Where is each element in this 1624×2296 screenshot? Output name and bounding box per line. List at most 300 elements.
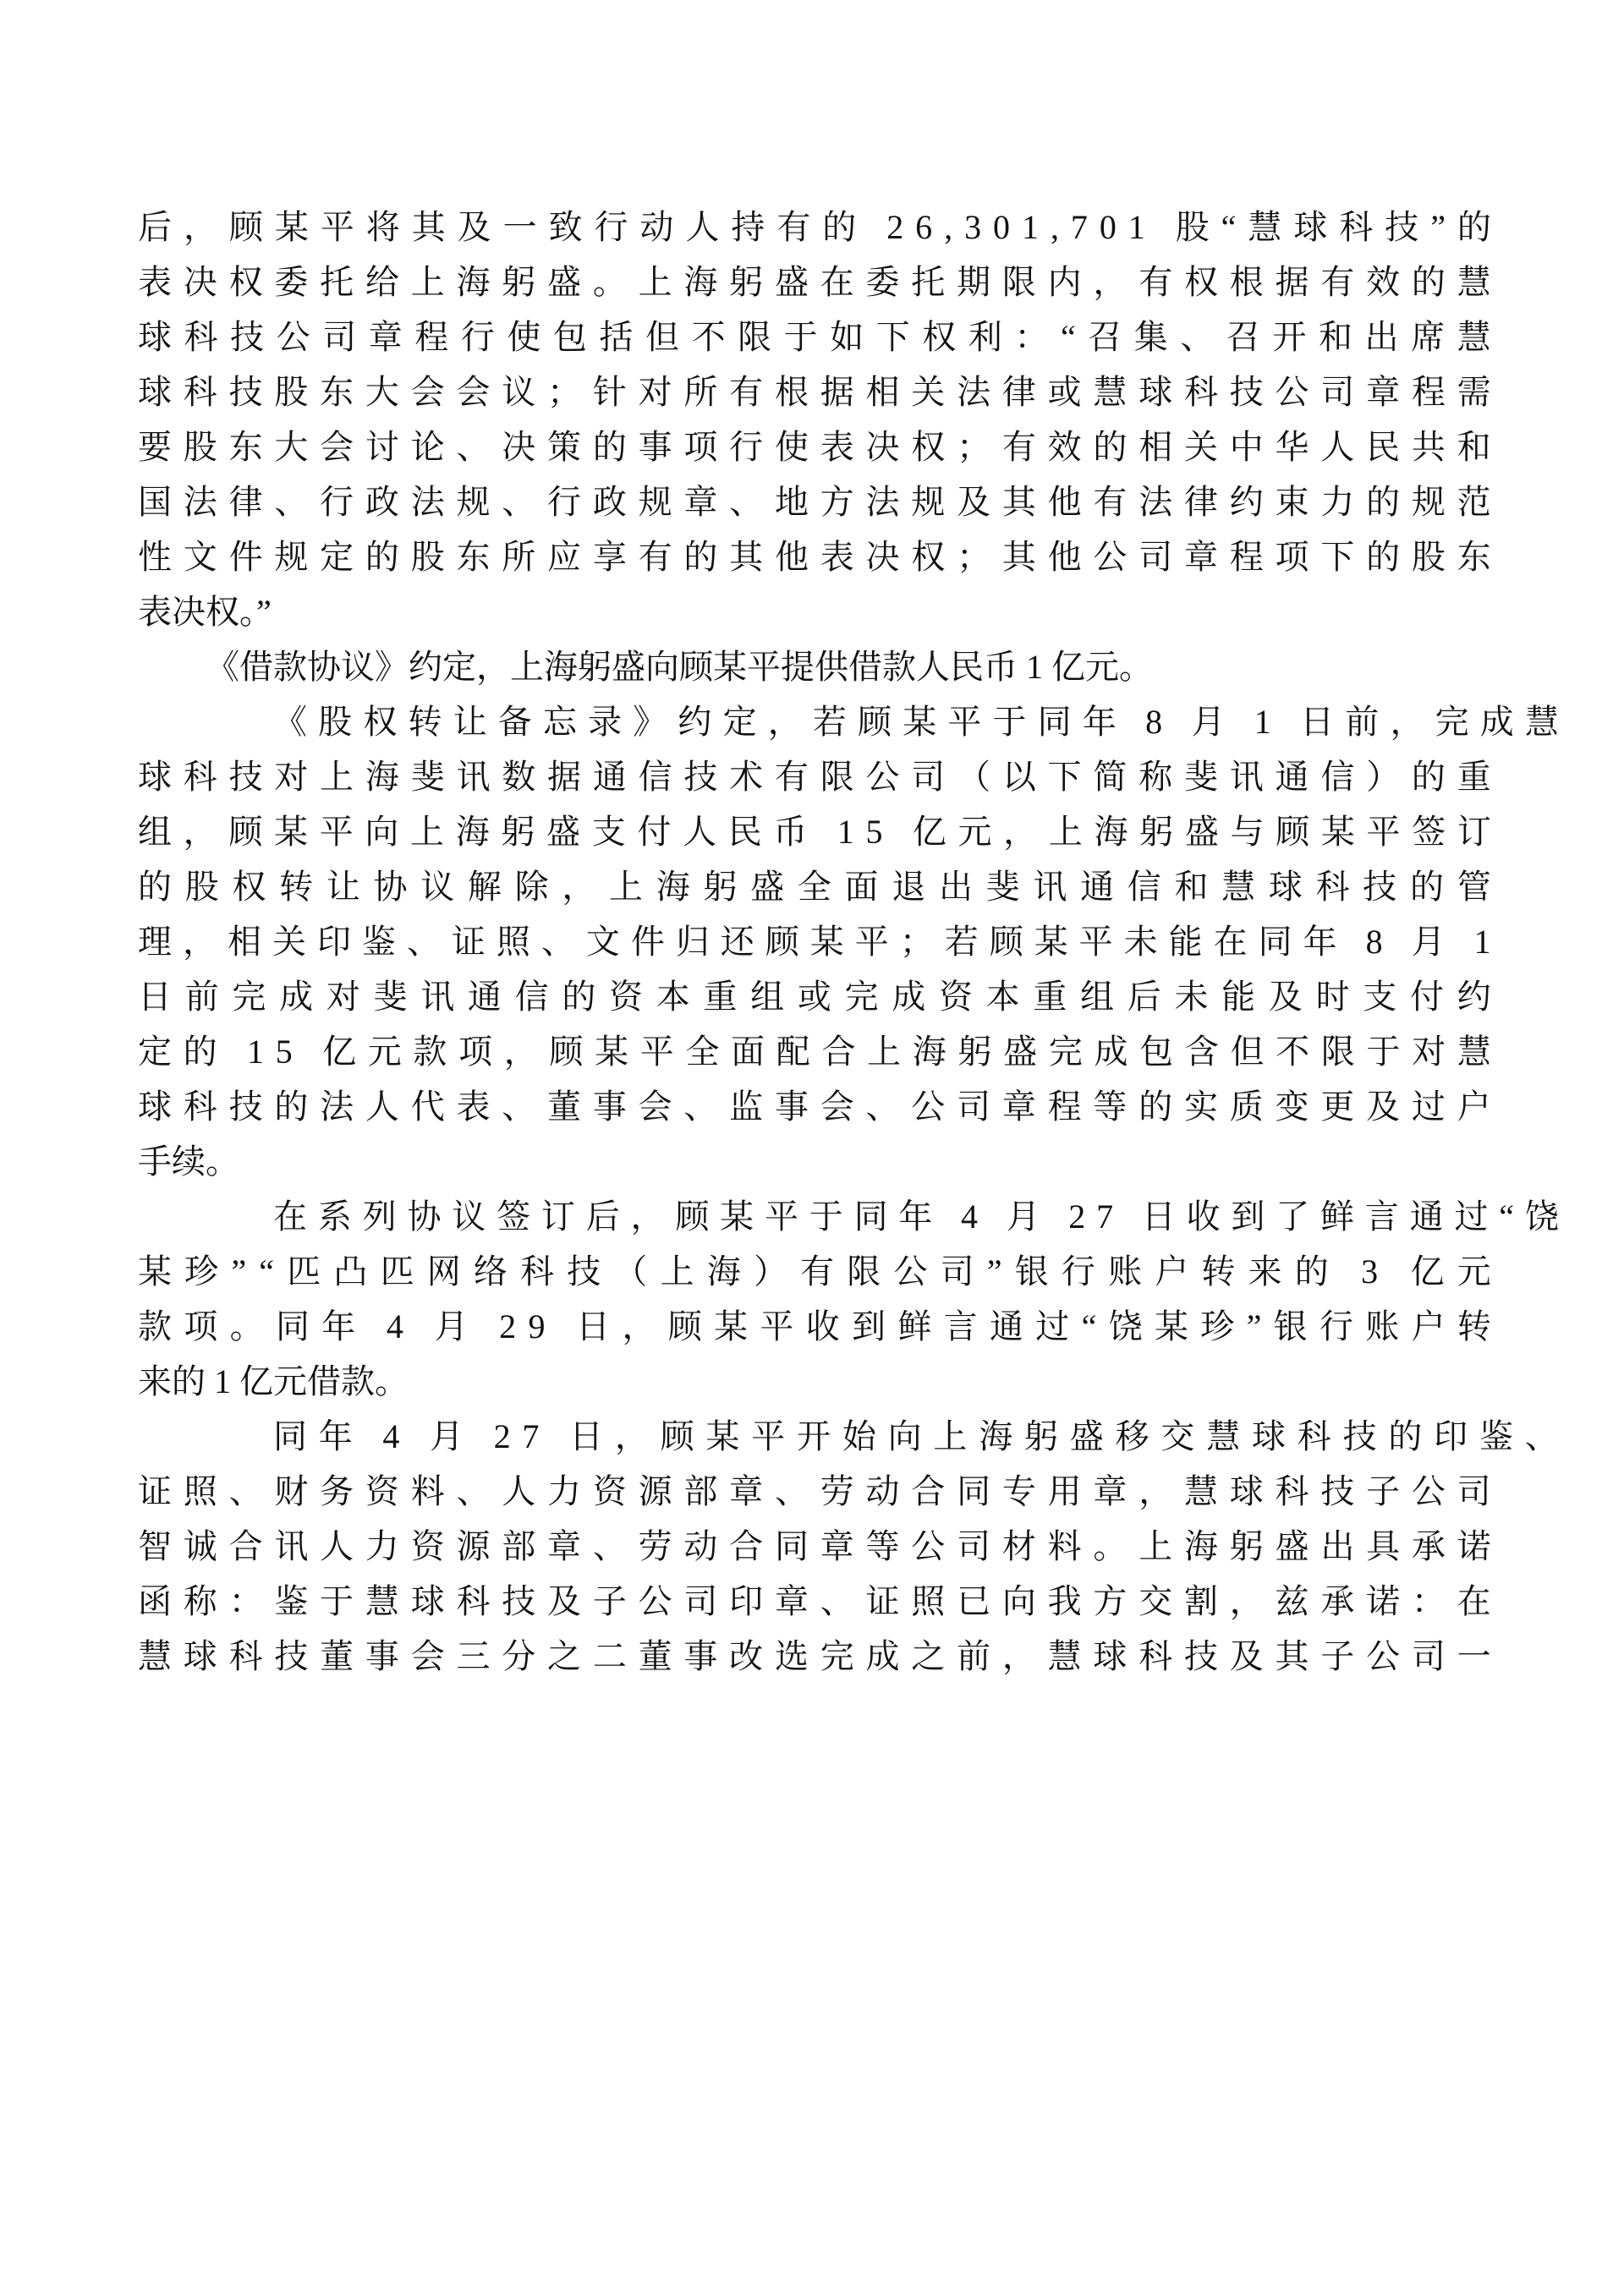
glyph: 日: [569, 1417, 604, 1455]
glyph: 来: [1248, 1252, 1282, 1290]
glyph: [557, 1299, 564, 1354]
glyph: 称: [183, 1582, 217, 1620]
glyph: 。: [592, 263, 627, 301]
glyph: 躬: [1229, 1527, 1264, 1565]
body-line: [138, 1464, 1491, 1519]
glyph: 法: [410, 483, 445, 521]
glyph: 时: [1315, 978, 1350, 1016]
glyph: 顾: [549, 1033, 584, 1071]
glyph: 让: [453, 703, 487, 741]
glyph: 改: [729, 1637, 764, 1675]
glyph: 1: [1127, 208, 1145, 246]
glyph: 司: [683, 1582, 718, 1620]
glyph: 科: [183, 1088, 217, 1126]
glyph: 的: [1409, 868, 1444, 906]
glyph: 等: [865, 1527, 900, 1565]
glyph: 函: [138, 1582, 172, 1620]
glyph: 日: [1141, 1197, 1176, 1236]
glyph: 2: [886, 208, 904, 246]
glyph: 人: [683, 813, 717, 851]
glyph: 其: [1001, 538, 1036, 576]
glyph: 全: [685, 1033, 720, 1071]
glyph: 、: [540, 923, 575, 961]
glyph: 平: [1078, 923, 1113, 961]
glyph: 管: [1457, 868, 1491, 906]
glyph: 技: [1183, 1637, 1218, 1675]
glyph: 程: [1047, 1088, 1082, 1126]
glyph: 上: [320, 758, 354, 796]
glyph: 或: [797, 978, 831, 1016]
glyph: 球: [183, 1637, 217, 1675]
glyph: 5: [275, 1033, 293, 1071]
glyph: 章: [1183, 538, 1218, 576]
glyph: 术: [729, 758, 764, 796]
glyph: 、: [274, 483, 309, 521]
glyph: 收: [1186, 1197, 1221, 1236]
glyph: 慧: [1457, 318, 1491, 356]
glyph: ，: [1229, 1582, 1264, 1620]
glyph: 股: [1411, 538, 1446, 576]
glyph: 劳: [820, 1472, 854, 1510]
glyph: 球: [1229, 1472, 1264, 1510]
glyph: 一: [1457, 1637, 1491, 1675]
glyph: 诺: [1457, 1527, 1491, 1565]
glyph: 慧: [1457, 263, 1491, 301]
glyph: 斐: [985, 868, 1020, 906]
glyph: 有: [1001, 428, 1036, 466]
glyph: 款: [413, 1033, 447, 1071]
glyph: 录: [588, 703, 623, 741]
glyph: 言: [943, 1307, 978, 1345]
glyph: 成: [892, 978, 926, 1016]
glyph: 力: [547, 1472, 582, 1510]
glyph: 斐: [410, 758, 445, 796]
glyph: 开: [797, 1417, 831, 1455]
glyph: 移: [1115, 1417, 1149, 1455]
glyph: 平: [854, 923, 889, 961]
glyph: 董: [320, 1637, 354, 1675]
glyph: 于: [783, 318, 818, 356]
glyph: 凸: [333, 1252, 368, 1290]
glyph: 日: [138, 978, 172, 1016]
glyph: ；: [957, 428, 991, 466]
glyph: 成: [1479, 703, 1514, 741]
glyph: 科: [184, 318, 218, 356]
glyph: 及: [957, 483, 991, 521]
glyph: 事: [592, 1088, 627, 1126]
glyph: 资: [410, 1527, 445, 1565]
glyph: 人: [320, 1527, 354, 1565]
glyph: 顾: [667, 1307, 702, 1345]
glyph: 权: [911, 538, 946, 576]
glyph: 司: [957, 1088, 991, 1126]
glyph: 以: [1001, 758, 1036, 796]
glyph: 召: [1088, 318, 1122, 356]
glyph: 躬: [501, 813, 535, 851]
glyph: 解: [467, 868, 502, 906]
glyph: 关: [272, 923, 306, 961]
glyph: 变: [1275, 1088, 1309, 1126]
glyph: （: [613, 1252, 648, 1290]
glyph: 定: [138, 1033, 172, 1071]
glyph: 4: [961, 1197, 979, 1236]
glyph: 款: [138, 1307, 172, 1345]
glyph: 户: [1457, 1088, 1491, 1126]
glyph: 内: [1047, 263, 1082, 301]
glyph: 饶: [1524, 1197, 1559, 1236]
glyph: 地: [774, 483, 809, 521]
glyph: 简: [1093, 758, 1127, 796]
glyph: 若: [812, 703, 847, 741]
glyph: 若: [944, 923, 979, 961]
glyph: 海: [1094, 813, 1128, 851]
glyph: 章: [820, 1527, 854, 1565]
glyph: 的: [1411, 758, 1446, 796]
glyph: ）: [753, 1252, 787, 1290]
glyph: 合: [729, 1527, 764, 1565]
glyph: 列: [362, 1197, 397, 1236]
glyph: 讯: [274, 1527, 309, 1565]
glyph: 顾: [675, 1197, 710, 1236]
glyph: 的: [1388, 1417, 1423, 1455]
glyph: 斐: [1183, 758, 1218, 796]
glyph: 忘: [542, 703, 577, 741]
glyph: 约: [678, 703, 712, 741]
glyph: 法: [865, 483, 900, 521]
glyph: 向: [887, 1417, 922, 1455]
glyph: 、: [502, 1088, 536, 1126]
glyph: 民: [727, 813, 762, 851]
glyph: 协: [407, 1197, 442, 1236]
glyph: 年: [321, 1307, 356, 1345]
glyph: 据: [547, 758, 582, 796]
glyph: 章: [1366, 373, 1401, 411]
glyph: 饶: [1108, 1307, 1143, 1345]
glyph: 能: [1221, 978, 1256, 1016]
glyph: 决: [502, 428, 536, 466]
glyph: 6: [915, 208, 933, 246]
glyph: 球: [1251, 1417, 1286, 1455]
glyph: 转: [1457, 1307, 1491, 1345]
glyph: 年: [898, 1197, 933, 1236]
glyph: 元: [367, 1033, 402, 1071]
glyph: 的: [1294, 1252, 1329, 1290]
glyph: 集: [1133, 318, 1168, 356]
glyph: ，: [1001, 1637, 1036, 1675]
glyph: 5: [865, 813, 883, 851]
glyph: 他: [1047, 538, 1082, 576]
glyph: ，: [630, 1197, 665, 1236]
glyph: 致: [548, 208, 583, 246]
glyph: 的: [138, 868, 172, 906]
glyph: 照: [496, 923, 530, 961]
glyph: 讯: [1229, 758, 1264, 796]
glyph: 有: [1320, 263, 1355, 301]
glyph: 照: [183, 1472, 217, 1510]
glyph: 有: [776, 208, 811, 246]
glyph: 方: [1093, 1582, 1127, 1620]
glyph: 科: [1275, 1472, 1309, 1510]
glyph: 讯: [456, 758, 491, 796]
glyph: 2: [1068, 1197, 1086, 1236]
glyph: 割: [1183, 1582, 1218, 1620]
glyph: 某: [595, 1033, 629, 1071]
glyph: [1127, 694, 1134, 749]
glyph: 通: [1275, 758, 1309, 796]
glyph: 技: [567, 1252, 601, 1290]
glyph: 于: [809, 1197, 843, 1236]
glyph: 球: [1293, 208, 1328, 246]
glyph: 向: [365, 813, 399, 851]
glyph: 司: [957, 1527, 991, 1565]
glyph: 某: [274, 208, 309, 246]
glyph: 前: [1345, 703, 1380, 741]
glyph: 9: [528, 1307, 546, 1345]
glyph: 的: [683, 538, 718, 576]
glyph: 专: [1001, 1472, 1036, 1510]
glyph: 海: [912, 1033, 946, 1071]
glyph: 组: [138, 813, 172, 851]
glyph: 收: [805, 1307, 840, 1345]
glyph: 躬: [502, 263, 536, 301]
glyph: [368, 1299, 375, 1354]
glyph: 、: [683, 1088, 718, 1126]
glyph: 证: [451, 923, 486, 961]
glyph: 面: [731, 1033, 765, 1071]
body-line: [138, 1244, 1491, 1299]
glyph: 程: [1229, 538, 1264, 576]
glyph: 效: [1047, 428, 1082, 466]
glyph: 技: [1363, 868, 1397, 906]
glyph: ，: [503, 1033, 538, 1071]
glyph: 某: [714, 1307, 749, 1345]
glyph: 司: [1320, 373, 1355, 411]
glyph: 归: [675, 923, 710, 961]
glyph: 文: [183, 538, 217, 576]
glyph: 力: [1320, 483, 1355, 521]
glyph: 享: [592, 538, 627, 576]
glyph: 在: [273, 1197, 307, 1236]
glyph: 下: [1320, 538, 1355, 576]
glyph: 。: [1093, 1527, 1127, 1565]
glyph: 慧: [1093, 373, 1127, 411]
glyph: 科: [520, 1252, 555, 1290]
glyph: 上: [609, 868, 644, 906]
glyph: 料: [1047, 1527, 1082, 1565]
glyph: 分: [502, 1637, 536, 1675]
glyph: [943, 1189, 950, 1244]
glyph: 决: [183, 263, 217, 301]
glyph: [989, 1189, 996, 1244]
glyph: 和: [1174, 868, 1209, 906]
glyph: 限: [1320, 1033, 1355, 1071]
glyph: 效: [1366, 263, 1401, 301]
glyph: 科: [1315, 868, 1350, 906]
glyph: 上: [638, 263, 672, 301]
glyph: 事: [774, 1088, 809, 1126]
glyph: 项: [458, 1033, 493, 1071]
glyph: 盛: [546, 813, 581, 851]
glyph: 上: [867, 1033, 902, 1071]
glyph: 有: [1138, 263, 1173, 301]
glyph: 科: [1183, 373, 1218, 411]
glyph: 席: [1411, 318, 1446, 356]
glyph: 他: [1047, 483, 1082, 521]
glyph: 中: [1229, 428, 1264, 466]
glyph: 的: [1138, 1088, 1173, 1126]
glyph: 资: [609, 978, 644, 1016]
glyph: 球: [138, 758, 172, 796]
glyph: 开: [1272, 318, 1307, 356]
glyph: 政: [592, 483, 627, 521]
glyph: 有: [774, 758, 809, 796]
glyph: 司: [1457, 1472, 1491, 1510]
glyph: 人: [365, 1088, 399, 1126]
glyph: ；: [957, 538, 991, 576]
glyph: 诺: [1366, 1582, 1401, 1620]
glyph: 球: [1138, 373, 1173, 411]
glyph: 慧: [1457, 1033, 1491, 1071]
glyph: 我: [1047, 1582, 1082, 1620]
glyph: 出: [1364, 318, 1399, 356]
glyph: 的: [1411, 263, 1446, 301]
glyph: 限: [738, 318, 772, 356]
glyph: 权: [922, 318, 957, 356]
glyph: [1394, 914, 1401, 969]
glyph: 和: [1457, 428, 1491, 466]
glyph: 有: [1093, 483, 1127, 521]
glyph: 关: [911, 373, 946, 411]
glyph: 表: [820, 538, 854, 576]
glyph: 4: [382, 1417, 400, 1455]
glyph: 承: [1320, 1582, 1355, 1620]
glyph: 公: [911, 1527, 946, 1565]
glyph: 章: [1093, 1472, 1127, 1510]
glyph: 规: [274, 538, 309, 576]
body-line: [138, 749, 1491, 804]
body-line: 表决权。”: [138, 593, 272, 631]
glyph: [1457, 914, 1463, 969]
glyph: 海: [706, 1252, 741, 1290]
glyph: 之: [547, 1637, 582, 1675]
glyph: 之: [911, 1637, 946, 1675]
glyph: 某: [809, 923, 844, 961]
glyph: 技: [683, 758, 718, 796]
glyph: 表: [138, 263, 172, 301]
body-line: [206, 694, 1559, 749]
glyph: 同: [957, 1472, 991, 1510]
glyph: 平: [760, 1307, 794, 1345]
glyph: 付: [1409, 978, 1444, 1016]
glyph: 数: [502, 758, 536, 796]
glyph: 法: [957, 373, 991, 411]
glyph: ”: [1430, 208, 1446, 246]
glyph: 慧: [1221, 868, 1256, 906]
glyph: 1: [1473, 923, 1491, 961]
glyph: 约: [1229, 483, 1264, 521]
glyph: 后: [1127, 978, 1161, 1016]
glyph: [304, 1024, 310, 1079]
glyph: 配: [776, 1033, 810, 1071]
glyph: 月: [430, 1417, 464, 1455]
glyph: [1237, 694, 1243, 749]
glyph: 交: [1138, 1582, 1173, 1620]
glyph: 躬: [729, 263, 764, 301]
glyph: 资: [938, 978, 973, 1016]
glyph: 法: [1138, 483, 1173, 521]
glyph: 已: [957, 1582, 991, 1620]
body-line: [206, 1409, 1559, 1464]
glyph: 同: [774, 1527, 809, 1565]
glyph: 慧: [1524, 703, 1559, 741]
glyph: 让: [326, 868, 360, 906]
glyph: 元: [1457, 1252, 1491, 1290]
glyph: 监: [729, 1088, 764, 1126]
glyph: 限: [1001, 263, 1036, 301]
glyph: 规: [1411, 483, 1446, 521]
glyph: 公: [276, 318, 310, 356]
glyph: 过: [1411, 1088, 1446, 1126]
glyph: 退: [892, 868, 926, 906]
glyph: 完: [1435, 703, 1469, 741]
glyph: （: [957, 758, 991, 796]
glyph: 子: [592, 1582, 627, 1620]
glyph: 银: [1273, 1307, 1308, 1345]
glyph: 有: [638, 538, 672, 576]
glyph: “: [1499, 1197, 1515, 1236]
glyph: 有: [800, 1252, 835, 1290]
glyph: 平: [947, 703, 982, 741]
glyph: 源: [638, 1472, 672, 1510]
glyph: 对: [638, 373, 672, 411]
glyph: 转: [279, 868, 314, 906]
glyph: 科: [183, 758, 217, 796]
glyph: 理: [138, 923, 172, 961]
glyph: 律: [1183, 483, 1218, 521]
glyph: 科: [456, 1582, 491, 1620]
glyph: 球: [138, 373, 172, 411]
glyph: 能: [1168, 923, 1203, 961]
glyph: 章: [683, 483, 718, 521]
glyph: 同: [1258, 923, 1292, 961]
glyph: 日: [1300, 703, 1335, 741]
glyph: 除: [514, 868, 549, 906]
glyph: 球: [1268, 868, 1303, 906]
glyph: ,: [944, 208, 953, 246]
glyph: 同: [1037, 703, 1072, 741]
glyph: 表: [820, 428, 854, 466]
glyph: 亿: [1410, 1252, 1445, 1290]
glyph: 后: [138, 208, 172, 246]
glyph: 章: [729, 1472, 764, 1510]
body-line: 来的 1 亿元借款。: [138, 1362, 409, 1400]
glyph: 球: [410, 1582, 445, 1620]
glyph: 平: [751, 1417, 786, 1455]
glyph: 召: [1226, 318, 1260, 356]
body-line: [138, 1024, 1491, 1079]
glyph: 证: [865, 1582, 900, 1620]
glyph: [1157, 200, 1164, 255]
glyph: 行: [460, 318, 495, 356]
glyph: 某: [903, 703, 937, 741]
glyph: 同: [853, 1197, 888, 1236]
glyph: 资: [365, 1472, 399, 1510]
glyph: 他: [774, 538, 809, 576]
glyph: 讯: [1033, 868, 1067, 906]
glyph: 讯: [420, 978, 455, 1016]
glyph: 信: [638, 758, 672, 796]
glyph: ，: [1138, 1472, 1173, 1510]
